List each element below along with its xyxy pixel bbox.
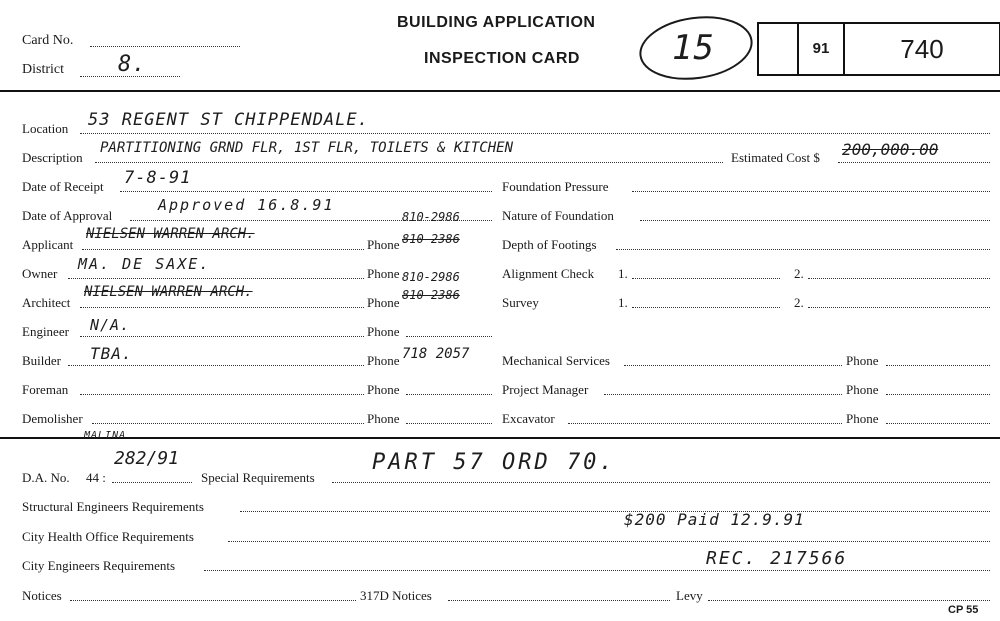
district-label: District: [22, 62, 64, 77]
date-of-receipt-line: [120, 191, 492, 192]
structural-requirements-label: Structural Engineers Requirements: [22, 499, 204, 514]
city-engineers-label: City Engineers Requirements: [22, 558, 176, 573]
builder-phone-label: Phone: [367, 353, 400, 368]
demolisher-label: Demolisher: [22, 411, 83, 426]
alignment-check-num2: 2.: [794, 266, 804, 281]
box-number-value: 740: [900, 34, 944, 64]
district-value: 8.: [118, 52, 147, 77]
builder-phone-value: 718 2057: [402, 346, 470, 362]
mechanical-services-line: [624, 365, 842, 366]
engineer-label: Engineer: [22, 324, 69, 339]
foundation-pressure-line: [632, 191, 990, 192]
foreman-phone-label: Phone: [367, 382, 400, 397]
depth-of-footings-label: Depth of Footings: [502, 237, 597, 252]
survey-num1: 1.: [618, 295, 628, 310]
alignment-check-line1: [632, 278, 780, 279]
card-title-line1: BUILDING APPLICATION: [397, 14, 596, 31]
survey-line1: [632, 307, 780, 308]
mechanical-services-phone-line: [886, 365, 990, 366]
demolisher-line: [92, 423, 364, 424]
description-label: Description: [22, 150, 83, 165]
date-of-approval-value: Approved 16.8.91: [158, 196, 335, 214]
alignment-check-line2: [808, 278, 990, 279]
card-no-label: Card No.: [22, 33, 74, 48]
estimated-cost-value: 200,000.00: [842, 140, 939, 159]
da-no-value: 282/91: [114, 448, 180, 469]
special-requirements-value: PART 57 ORD 70.: [372, 450, 616, 475]
owner-line: [68, 278, 364, 279]
location-label: Location: [22, 121, 69, 136]
project-manager-line: [604, 394, 842, 395]
circled-number: 15: [672, 28, 715, 68]
notices-line: [70, 600, 356, 601]
depth-of-footings-line: [616, 249, 990, 250]
mechanical-services-phone-label: Phone: [846, 353, 879, 368]
date-of-approval-label: Date of Approval: [22, 208, 113, 223]
excavator-line: [568, 423, 842, 424]
foundation-pressure-label: Foundation Pressure: [502, 179, 609, 194]
architect-value: NIELSEN WARREN ARCH.: [84, 284, 253, 300]
excavator-label: Excavator: [502, 411, 555, 426]
project-manager-phone-label: Phone: [846, 382, 879, 397]
form-code: CP 55: [948, 604, 979, 616]
special-requirements-label: Special Requirements: [201, 470, 315, 485]
foreman-phone-line: [406, 394, 492, 395]
levy-label: Levy: [676, 588, 703, 603]
health-requirements-line: [228, 541, 990, 542]
lower-divider: [0, 437, 1000, 439]
city-engineers-value: REC. 217566: [706, 548, 848, 569]
applicant-phone-old: 810-2386: [402, 232, 460, 246]
applicant-value: NIELSEN WARREN ARCH.: [86, 226, 255, 242]
excavator-phone-line: [886, 423, 990, 424]
excavator-phone-label: Phone: [846, 411, 879, 426]
card-no-line: [90, 46, 240, 47]
demolisher-phone-line: [406, 423, 492, 424]
malina-note: MALINA: [84, 430, 127, 441]
special-requirements-line: [332, 482, 990, 483]
owner-phone-value: 810-2986: [402, 270, 460, 284]
alignment-check-num1: 1.: [618, 266, 628, 281]
date-of-receipt-label: Date of Receipt: [22, 179, 104, 194]
architect-phone-old: 810-2386: [402, 288, 460, 302]
city-engineers-line: [204, 570, 990, 571]
alignment-check-label: Alignment Check: [502, 266, 595, 281]
description-value: PARTITIONING GRND FLR, 1ST FLR, TOILETS & KITCHEN: [100, 140, 514, 156]
engineer-value: N/A.: [90, 316, 131, 334]
architect-phone-label: Phone: [367, 295, 400, 310]
foreman-label: Foreman: [22, 382, 69, 397]
applicant-phone-new: 810-2986: [402, 210, 460, 224]
estimated-cost-label: Estimated Cost $: [731, 150, 820, 165]
da-no-label: D.A. No.: [22, 470, 70, 485]
notices-label: Notices: [22, 588, 62, 603]
structural-requirements-line: [240, 511, 990, 512]
engineer-phone-label: Phone: [367, 324, 400, 339]
architect-line: [80, 307, 364, 308]
health-requirements-value: $200 Paid 12.9.91: [624, 510, 805, 529]
location-value: 53 REGENT ST CHIPPENDALE.: [88, 110, 369, 130]
nature-of-foundation-label: Nature of Foundation: [502, 208, 614, 223]
da-no-line: [112, 482, 192, 483]
mechanical-services-label: Mechanical Services: [502, 353, 610, 368]
applicant-label: Applicant: [22, 237, 74, 252]
header-divider: [0, 90, 1000, 92]
applicant-phone-label: Phone: [367, 237, 400, 252]
location-line: [80, 133, 990, 134]
notices-317d-line: [448, 600, 670, 601]
foreman-line: [80, 394, 364, 395]
applicant-line: [82, 249, 364, 250]
owner-phone-label: Phone: [367, 266, 400, 281]
estimated-cost-line: [838, 162, 990, 163]
notices-317d-label: 317D Notices: [360, 588, 432, 603]
survey-num2: 2.: [794, 295, 804, 310]
card-number-boxes: [757, 22, 1000, 76]
card-title-line2: INSPECTION CARD: [424, 50, 580, 67]
levy-line: [708, 600, 990, 601]
date-of-receipt-value: 7-8-91: [124, 168, 192, 188]
builder-value: TBA.: [90, 344, 133, 363]
project-manager-label: Project Manager: [502, 382, 589, 397]
builder-line: [68, 365, 364, 366]
engineer-line: [80, 336, 364, 337]
description-line: [95, 162, 723, 163]
da-no-prefix: 44 :: [86, 470, 106, 485]
project-manager-phone-line: [886, 394, 990, 395]
survey-line2: [808, 307, 990, 308]
engineer-phone-line: [406, 336, 492, 337]
builder-label: Builder: [22, 353, 61, 368]
survey-label: Survey: [502, 295, 539, 310]
architect-label: Architect: [22, 295, 71, 310]
demolisher-phone-label: Phone: [367, 411, 400, 426]
owner-value: MA. DE SAXE.: [78, 255, 211, 273]
owner-label: Owner: [22, 266, 58, 281]
health-requirements-label: City Health Office Requirements: [22, 529, 194, 544]
nature-of-foundation-line: [640, 220, 990, 221]
box-small-value: 91: [812, 40, 830, 57]
